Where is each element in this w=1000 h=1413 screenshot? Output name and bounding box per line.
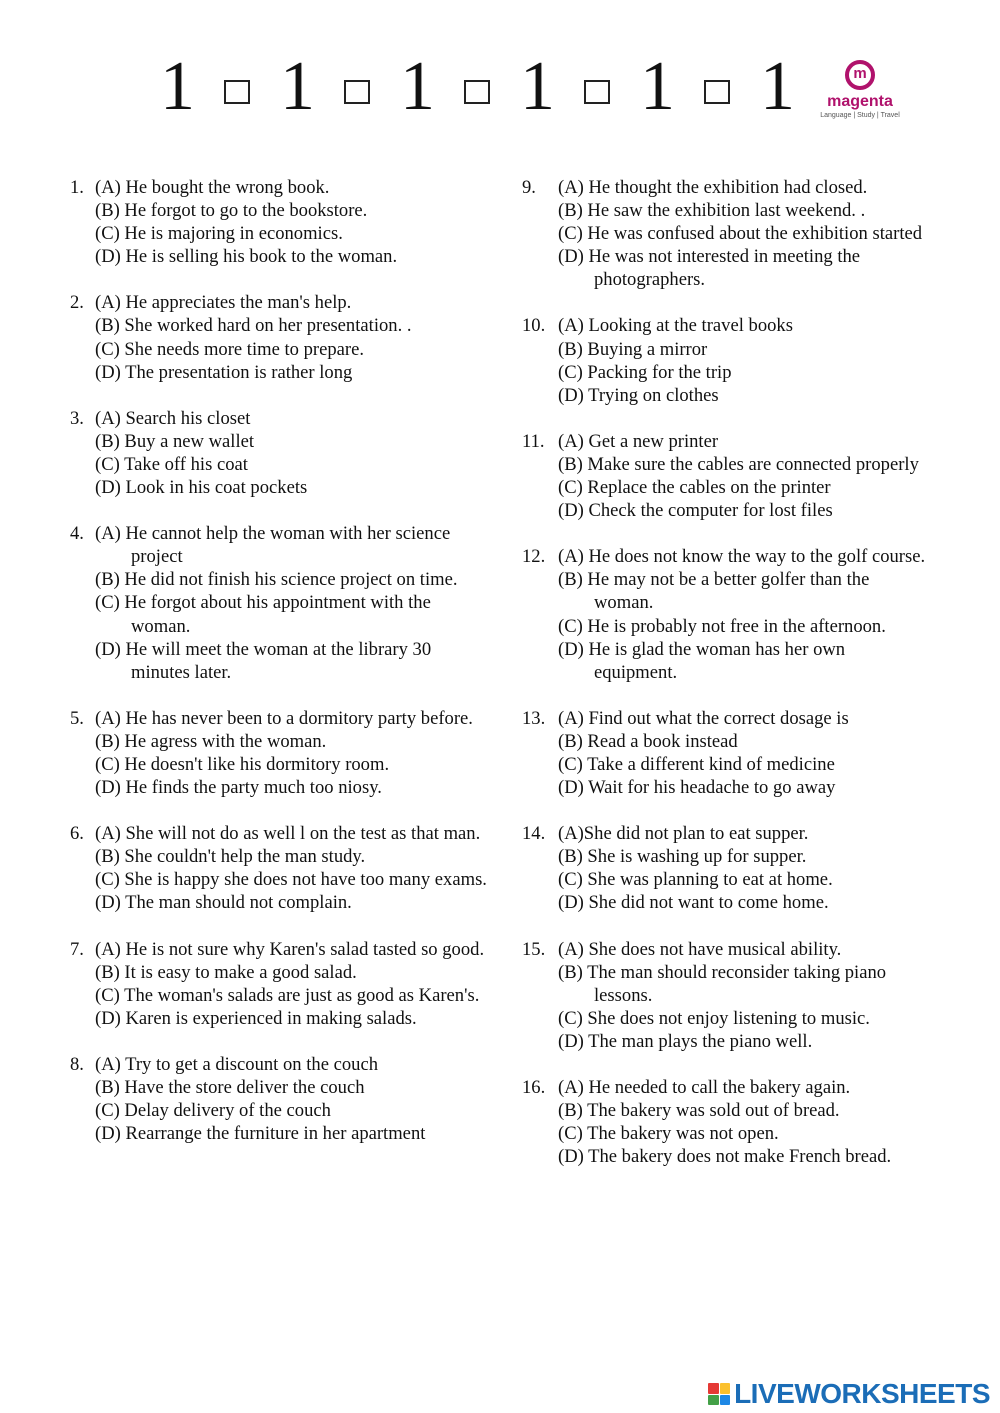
answer-option: (A) Search his closet xyxy=(95,407,251,429)
answer-option: (A) He bought the wrong book. xyxy=(95,177,330,198)
question-number: 1. xyxy=(70,177,84,198)
question-number: 8. xyxy=(70,1053,84,1075)
answer-option: (A) He has never been to a dormitory party before. xyxy=(95,707,473,729)
question-number: 15. xyxy=(522,938,546,960)
question-item xyxy=(522,822,932,914)
answer-option: (B) He saw the exhibition last weekend. . xyxy=(558,200,866,222)
answer-option: (D) Rearrange the furniture in her apartment xyxy=(95,1123,426,1145)
answer-option: (C) Delay delivery of the couch xyxy=(95,1100,331,1122)
question-item xyxy=(70,291,490,383)
answer-option: (C) She is happy she does not have too many exams. xyxy=(95,869,487,891)
answer-option: (B) Have the store deliver the couch xyxy=(95,1077,365,1098)
question-item xyxy=(70,522,490,684)
question-number: 11. xyxy=(522,430,545,452)
answer-option: (C) The woman's salads are just as good as Karen's. xyxy=(95,984,480,1006)
answer-option: (C) She does not enjoy listening to music. xyxy=(558,1007,870,1029)
question-number: 2. xyxy=(70,292,84,314)
question-number: 10. xyxy=(522,315,546,337)
answer-option: (D) He was not interested in meeting the photographers. xyxy=(558,246,861,291)
answer-option: (B) It is easy to make a good salad. xyxy=(95,961,357,983)
question-number: 5. xyxy=(70,707,84,729)
questions-right-column xyxy=(522,176,932,1191)
answer-option: (A) He does not know the way to the golf course. xyxy=(558,546,926,568)
logo-name: magenta xyxy=(827,93,893,110)
answer-option: (C) He is probably not free in the afternoon. xyxy=(558,615,886,637)
answer-option: (A) Get a new printer xyxy=(558,430,719,452)
answer-option: (C) She needs more time to prepare. xyxy=(95,338,365,360)
answer-option: (D) The bakery does not make French bread. xyxy=(558,1146,892,1168)
header-digit-one: 1 xyxy=(160,48,195,125)
answer-option: (C) He forgot about his appointment with the woman. xyxy=(95,592,431,637)
answer-option: (A)She did not plan to eat supper. xyxy=(558,823,809,845)
questions-left-column xyxy=(70,176,490,1168)
answer-option: (B) He agress with the woman. xyxy=(95,730,327,752)
answer-option: (D) He is selling his book to the woman. xyxy=(95,246,398,268)
answer-option: (C) The bakery was not open. xyxy=(558,1123,779,1145)
answer-option: (B) The bakery was sold out of bread. xyxy=(558,1100,840,1122)
answer-option: (A) He thought the exhibition had closed. xyxy=(558,177,868,198)
question-number: 3. xyxy=(70,407,84,429)
answer-option: (D) He finds the party much too niosy. xyxy=(95,777,382,799)
header-square-icon xyxy=(584,80,610,104)
answer-option: (B) Make sure the cables are connected properly xyxy=(558,453,919,475)
answer-option: (D) She did not want to come home. xyxy=(558,892,829,914)
answer-option: (B) She worked hard on her presentation. . xyxy=(95,315,412,337)
answer-option: (C) Packing for the trip xyxy=(558,361,732,383)
question-item xyxy=(522,176,932,291)
answer-option: (A) She does not have musical ability. xyxy=(558,938,842,960)
header-square-icon xyxy=(224,80,250,104)
answer-option: (D) The presentation is rather long xyxy=(95,361,353,383)
answer-option: (C) Take a different kind of medicine xyxy=(558,753,835,775)
answer-option: (D) Karen is experienced in making salads. xyxy=(95,1007,417,1029)
answer-option: (A) Find out what the correct dosage is xyxy=(558,707,849,729)
header-digit-one: 1 xyxy=(520,48,555,125)
answer-option: (C) Replace the cables on the printer xyxy=(558,477,831,499)
question-item xyxy=(70,407,490,499)
answer-option: (B) He forgot to go to the bookstore. xyxy=(95,200,368,222)
question-item xyxy=(70,707,490,799)
question-item xyxy=(522,314,932,406)
header-square-icon xyxy=(704,80,730,104)
answer-option: (C) She was planning to eat at home. xyxy=(558,869,833,891)
answer-option: (D) Wait for his headache to go away xyxy=(558,777,836,799)
answer-option: (D) The man should not complain. xyxy=(95,892,352,914)
question-number: 4. xyxy=(70,523,84,545)
answer-option: (C) He was confused about the exhibition started xyxy=(558,223,923,245)
answer-option: (C) He doesn't like his dormitory room. xyxy=(95,753,390,775)
magenta-logo-icon: m xyxy=(845,60,875,90)
question-item xyxy=(70,176,490,268)
answer-option: (D) The man plays the piano well. xyxy=(558,1030,813,1052)
liveworksheets-wordmark: LIVEWORKSHEETS xyxy=(734,1378,990,1409)
header-digit-one: 1 xyxy=(280,48,315,125)
question-number: 7. xyxy=(70,938,84,960)
answer-option: (A) Try to get a discount on the couch xyxy=(95,1053,379,1075)
answer-option: (B) She couldn't help the man study. xyxy=(95,846,366,868)
answer-option: (A) She will not do as well l on the test as that man. xyxy=(95,823,481,845)
answer-option: (D) Look in his coat pockets xyxy=(95,477,308,499)
answer-option: (D) Check the computer for lost files xyxy=(558,500,833,522)
answer-option: (B) Read a book instead xyxy=(558,730,738,752)
header-square-icon xyxy=(464,80,490,104)
answer-option: (D) Trying on clothes xyxy=(558,384,719,406)
answer-option: (B) Buy a new wallet xyxy=(95,430,255,452)
answer-option: (A) He is not sure why Karen's salad tasted so good. xyxy=(95,938,485,960)
question-item xyxy=(70,822,490,914)
header-glyph-row xyxy=(160,48,820,125)
answer-option: (B) The man should reconsider taking piano lessons. xyxy=(558,961,887,1006)
question-number: 9. xyxy=(522,177,536,198)
magenta-logo xyxy=(815,60,905,135)
question-item xyxy=(522,707,932,799)
answer-option: (D) He will meet the woman at the library 30 minutes later. xyxy=(95,638,432,683)
answer-option: (B) She is washing up for supper. xyxy=(558,846,807,868)
question-number: 6. xyxy=(70,823,84,845)
header-digit-one: 1 xyxy=(760,48,795,125)
question-number: 13. xyxy=(522,707,546,729)
answer-option: (C) He is majoring in economics. xyxy=(95,223,343,245)
question-item xyxy=(522,430,932,522)
question-number: 12. xyxy=(522,546,546,568)
question-item xyxy=(522,1076,932,1168)
answer-option: (A) He appreciates the man's help. xyxy=(95,292,352,314)
answer-option: (D) He is glad the woman has her own equipment. xyxy=(558,638,846,683)
answer-option: (A) He cannot help the woman with her science project xyxy=(95,523,451,568)
header-digit-one: 1 xyxy=(640,48,675,125)
question-item xyxy=(522,545,932,684)
logo-tagline: Language | Study | Travel xyxy=(820,112,900,119)
question-item xyxy=(70,1053,490,1145)
answer-option: (B) Buying a mirror xyxy=(558,338,708,360)
question-item xyxy=(522,938,932,1053)
liveworksheets-icon xyxy=(708,1383,730,1405)
footer-brand xyxy=(708,1379,990,1409)
answer-option: (C) Take off his coat xyxy=(95,453,248,475)
question-number: 14. xyxy=(522,823,546,845)
answer-option: (A) Looking at the travel books xyxy=(558,315,793,337)
header-digit-one: 1 xyxy=(400,48,435,125)
answer-option: (B) He may not be a better golfer than the woman. xyxy=(558,569,870,614)
question-item xyxy=(70,938,490,1030)
header-square-icon xyxy=(344,80,370,104)
question-number: 16. xyxy=(522,1077,546,1098)
answer-option: (B) He did not finish his science project on time. xyxy=(95,569,458,591)
answer-option: (A) He needed to call the bakery again. xyxy=(558,1077,851,1098)
